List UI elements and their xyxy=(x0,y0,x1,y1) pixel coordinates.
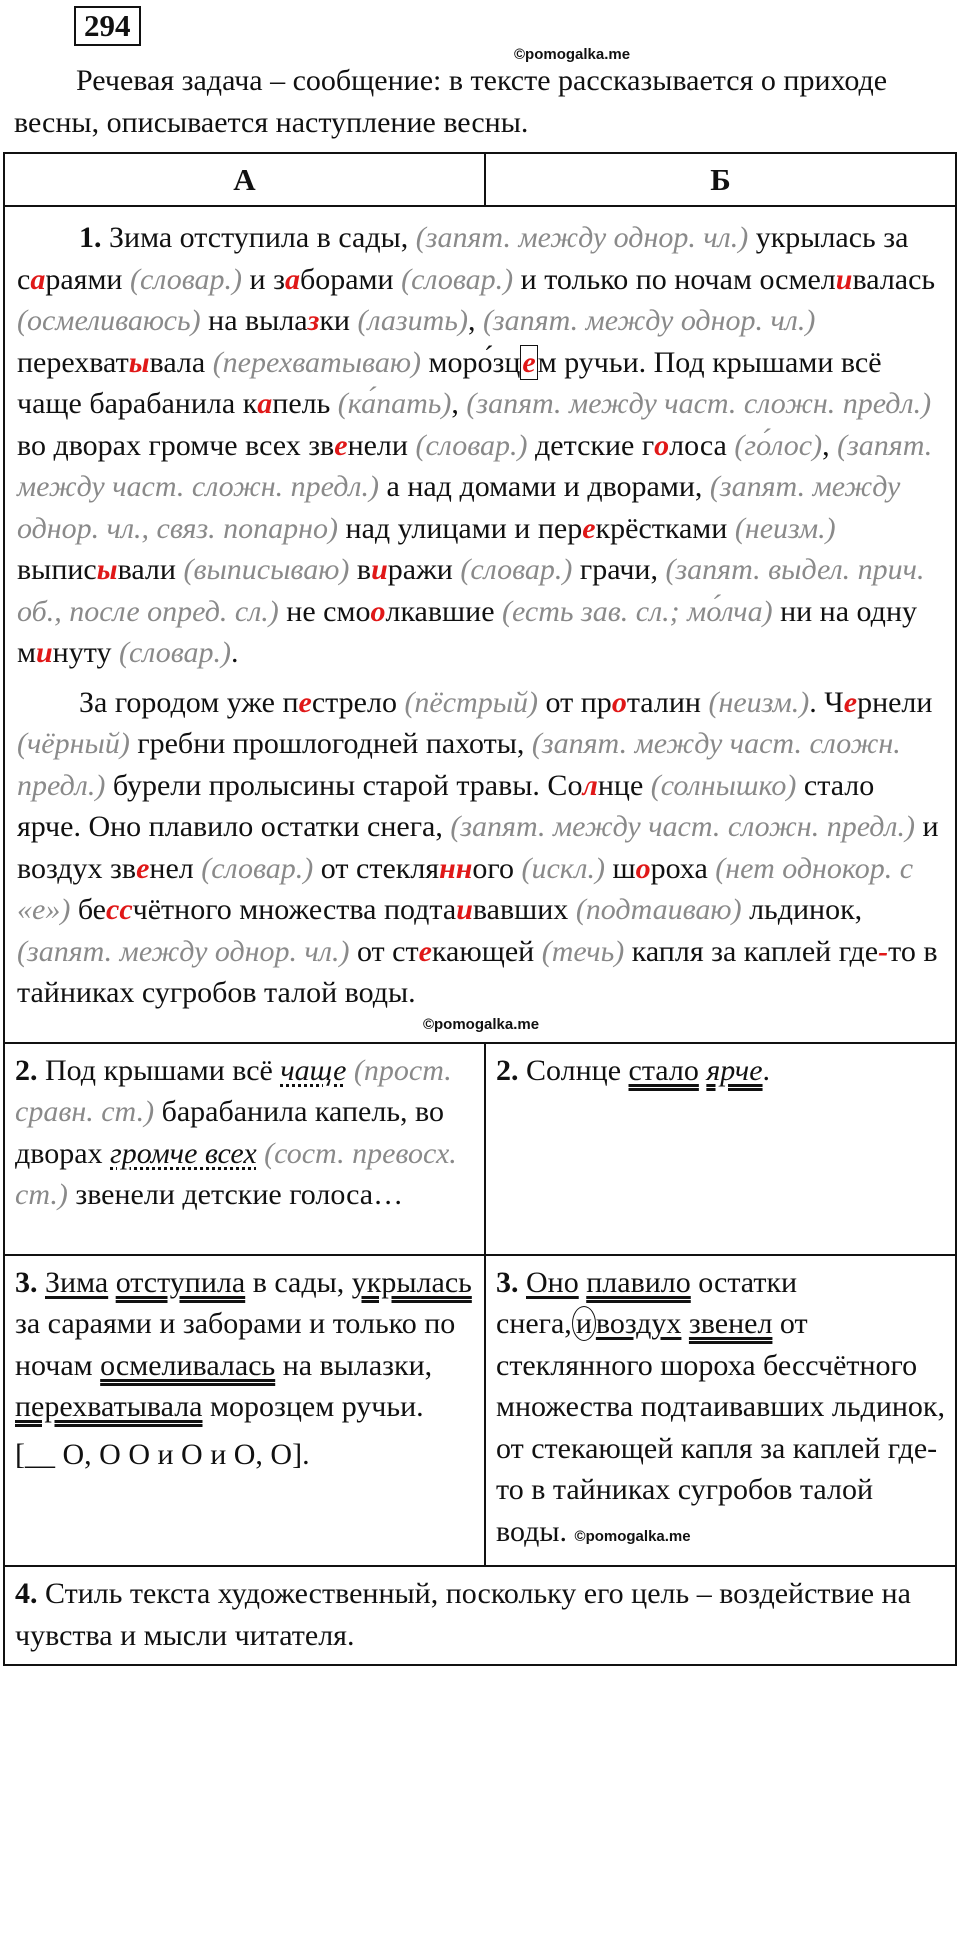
sentence-scheme: [__ О, О О и О и О, О]. xyxy=(15,1437,310,1471)
text-run: вали xyxy=(117,553,184,586)
exercise-table xyxy=(3,152,957,1666)
text-run: пель xyxy=(272,387,338,420)
text-run: ого xyxy=(472,851,522,885)
grammar-note: (подтаиваю) xyxy=(575,893,742,926)
inserted-letter: е xyxy=(582,511,596,545)
grammar-note: (осмеливаюсь) xyxy=(17,304,201,337)
subject-zima: Зима xyxy=(45,1265,109,1299)
text-run: борами xyxy=(299,262,402,296)
inserted-letter: а xyxy=(284,262,300,296)
text-run: не смо xyxy=(278,594,371,628)
grammar-note: (ка́пать) xyxy=(337,387,452,420)
text-run: вавших xyxy=(472,893,576,926)
grammar-note: (словар.) xyxy=(129,262,243,296)
grammar-note: (искл.) xyxy=(521,851,605,885)
text-run: грачи, xyxy=(572,553,666,586)
inserted-letter: о xyxy=(370,594,386,628)
inserted-letter: нн xyxy=(439,851,473,885)
inserted-letter: е xyxy=(136,851,150,885)
annotated-paragraph-2 xyxy=(17,682,945,1014)
text-run: крёстками xyxy=(595,511,735,545)
task-2b-period: . xyxy=(762,1053,771,1087)
task-3a-text-4: морозцем ручьи. xyxy=(202,1390,424,1423)
predicate-otstupila: отступила xyxy=(115,1265,246,1299)
predicate-zvenel: звенел xyxy=(688,1307,773,1340)
text-run: , xyxy=(822,428,838,462)
task-2a-number: 2. xyxy=(15,1053,38,1087)
text-run: лкавшие xyxy=(385,594,503,628)
inserted-letter: - xyxy=(878,934,889,968)
column-b-header: Б xyxy=(485,153,956,206)
task-4-cell xyxy=(4,1566,956,1665)
grammar-note: (запят. между част. сложн. предл.) xyxy=(466,387,932,420)
subject-vozduh: воздух xyxy=(595,1307,682,1340)
annotated-text-cell xyxy=(4,206,956,1043)
task-1-number: 1. xyxy=(79,221,102,254)
predicate-plavilo: плавило xyxy=(586,1265,691,1299)
compound-superlative-words: громче всех xyxy=(110,1136,257,1170)
text-run: а над домами и дворами, xyxy=(379,470,710,503)
text-run: вала xyxy=(149,345,213,379)
text-run: выпис xyxy=(17,553,97,586)
task-2b-text: Солнце xyxy=(518,1053,629,1087)
task-2a-text-2: барабанила капель, во дворах xyxy=(15,1095,444,1170)
grammar-note: (запят. между част. сложн. предл.) xyxy=(17,727,901,802)
text-run: льдинок, xyxy=(741,893,863,926)
grammar-note: (запят. выдел. прич. об., после опред. сл.) xyxy=(17,553,925,628)
text-run: укрылась за с xyxy=(17,221,909,296)
text-run: За городом уже п xyxy=(79,685,299,719)
grammar-note: (течь) xyxy=(541,934,625,968)
text-run: роха xyxy=(650,851,716,885)
task-2b-number: 2. xyxy=(496,1053,519,1087)
text-run: от пр xyxy=(538,685,612,719)
task-2a-text-3: звенели детские голоса… xyxy=(67,1178,404,1211)
circled-conjunction: и xyxy=(572,1306,596,1341)
text-run: от ст xyxy=(349,934,419,968)
simple-comparative-word: чаще xyxy=(280,1053,347,1087)
grammar-note: (неизм.) xyxy=(734,511,836,545)
watermark-top: ©pomogalka.me xyxy=(514,46,631,63)
inserted-letter: сс xyxy=(106,893,133,926)
grammar-note: (неизм.) xyxy=(708,685,810,719)
grammar-note: (есть зав. сл.; мо́лча) xyxy=(502,594,773,628)
boxed-ending: е xyxy=(522,345,536,379)
grammar-note: (словар.) xyxy=(460,553,573,586)
text-run: на выла xyxy=(200,304,308,337)
task-3b-text-2: от стеклянного шороха бессчётного множества подтаивавших льдинок, от стекающей капля за каплей где-то в тайниках сугробов талой воды. xyxy=(496,1307,946,1548)
text-run: , xyxy=(451,387,467,420)
text-run: рнели xyxy=(857,685,933,719)
predicate-ukrylas: укрылась xyxy=(351,1265,472,1299)
text-run: стало ярче. Оно плавило остатки снега, xyxy=(17,768,875,843)
text-run: в xyxy=(349,553,372,586)
inserted-letter: а xyxy=(30,262,46,296)
inserted-letter: и xyxy=(371,553,388,586)
text-run: нуту xyxy=(52,636,119,669)
paragraph-1-runs xyxy=(17,221,935,669)
text-run: стрело xyxy=(311,685,405,719)
text-run: то в тайниках сугробов талой воды. xyxy=(17,934,938,1009)
inserted-letter: а xyxy=(257,387,273,420)
text-run: раями xyxy=(45,262,130,296)
inserted-letter: е xyxy=(298,685,312,719)
grammar-note: (словар.) xyxy=(401,262,514,296)
inserted-letter: и xyxy=(35,636,53,669)
text-run: лоса xyxy=(669,428,735,462)
subject-ono: Оно xyxy=(526,1265,579,1299)
grammar-note: (словар.) xyxy=(415,428,528,462)
text-run: . xyxy=(231,636,239,669)
grammar-note: (нет однокор. с «е») xyxy=(17,851,914,926)
text-run: талин xyxy=(626,685,709,719)
annotated-paragraph-1 xyxy=(17,217,945,674)
intro-text: Речевая задача – сообщение: в тексте рассказывается о приходе весны, описывается наступление весны. xyxy=(14,64,888,139)
inserted-letter: е xyxy=(843,685,858,719)
task-3a-text-2: за сараями и заборами и только по ночам xyxy=(15,1307,456,1382)
text-run: бурели пролысины старой травы. Со xyxy=(105,768,583,802)
exercise-number: 294 xyxy=(74,6,141,46)
text-run: ражи xyxy=(387,553,461,586)
task-2a-text: Под крышами всё xyxy=(37,1053,281,1087)
text-run: ки xyxy=(319,304,358,337)
task-3a-text-1: в сады, xyxy=(245,1265,352,1299)
text-run: и только по ночам осмел xyxy=(513,262,836,296)
inserted-letter: е xyxy=(418,934,432,968)
task-3-cell-b xyxy=(485,1255,956,1567)
text-run: ш xyxy=(605,851,636,885)
text-run: . Ч xyxy=(809,685,844,719)
header-row xyxy=(4,153,956,206)
task-3b-number: 3. xyxy=(496,1265,519,1299)
text-run: Зима отступила в сады, xyxy=(101,221,416,254)
watermark-bottom: ©pomogalka.me xyxy=(574,1527,691,1545)
column-a-header: А xyxy=(4,153,485,206)
text-run: перехват xyxy=(17,345,129,379)
inserted-letter: и xyxy=(835,262,853,296)
parsing-row xyxy=(4,1255,956,1567)
inserted-letter: о xyxy=(654,428,670,462)
text-run: от стекля xyxy=(313,851,440,885)
grammar-note: (запят. между однор. чл., связ. попарно) xyxy=(17,470,901,545)
text-run: ни на одну м xyxy=(17,594,917,669)
style-row xyxy=(4,1566,956,1665)
task-4-number: 4. xyxy=(15,1577,38,1610)
task-3a-number: 3. xyxy=(15,1265,38,1299)
grammar-note: (запят. между част. сложн. предл.) xyxy=(450,810,916,843)
grammar-note: (запят. между однор. чл.) xyxy=(415,221,749,254)
comparison-row xyxy=(4,1043,956,1255)
style-conclusion: Стиль текста художественный, поскольку его цель – воздействие на чувства и мысли читателя. xyxy=(15,1577,911,1652)
inserted-letter: з xyxy=(307,304,320,337)
text-run: нел xyxy=(149,851,202,885)
grammar-note: (запят. между однор. чл.) xyxy=(482,304,816,337)
grammar-note: (го́лос) xyxy=(734,428,823,462)
simple-comparative-note: (прост. сравн. ст.) xyxy=(15,1053,452,1128)
predicate-yarche: ярче xyxy=(706,1053,763,1087)
text-run: во дворах громче всех зв xyxy=(17,428,335,462)
grammar-note: (чёрный) xyxy=(17,727,130,760)
text-run: , xyxy=(467,304,483,337)
text-row xyxy=(4,206,956,1043)
inserted-letter: ы xyxy=(128,345,150,379)
grammar-note: (перехватываю) xyxy=(212,345,421,379)
inserted-letter: о xyxy=(611,685,627,719)
predicate-perehvatyvala: перехватывала xyxy=(15,1390,203,1423)
text-run: капля за каплей где xyxy=(624,934,879,968)
task-2-cell-b xyxy=(485,1043,956,1255)
grammar-note: (солнышко) xyxy=(650,768,797,802)
inserted-letter: о xyxy=(635,851,651,885)
inserted-letter: л xyxy=(582,768,598,802)
grammar-note: (запят. между однор. чл.) xyxy=(17,934,350,968)
predicate-osmelivalas: осмеливалась xyxy=(100,1348,276,1382)
inserted-letter: и xyxy=(456,893,473,926)
grammar-note: (словар.) xyxy=(201,851,314,885)
text-run: и з xyxy=(242,262,285,296)
task-3b-text-1: остатки снега, xyxy=(496,1265,798,1340)
text-run: нце xyxy=(597,768,651,802)
text-run: детские г xyxy=(527,428,655,462)
inserted-letter: е xyxy=(334,428,348,462)
watermark-middle: ©pomogalka.me xyxy=(422,1015,540,1033)
inserted-letter: ы xyxy=(96,553,118,586)
compound-superlative-note: (сост. превосх. ст.) xyxy=(15,1136,457,1211)
text-run: бе xyxy=(70,893,106,926)
text-run: чётного множества подта xyxy=(132,893,457,926)
grammar-note: (пёстрый) xyxy=(404,685,539,719)
task-3a-text-3: на вылазки, xyxy=(275,1348,433,1382)
text-run: кающей xyxy=(431,934,542,968)
task-2-cell-a xyxy=(4,1043,485,1255)
predicate-stalo: стало xyxy=(628,1053,699,1087)
task-3-cell-a xyxy=(4,1255,485,1567)
text-run: над улицами и пер xyxy=(338,511,583,545)
text-run: м ручьи. Под крышами всё чаще барабанила к xyxy=(17,345,882,420)
text-run: гребни прошлогодней пахоты, xyxy=(129,727,532,760)
grammar-note: (лазить) xyxy=(357,304,468,337)
grammar-note: (запят. между част. сложн. предл.) xyxy=(17,428,933,503)
grammar-note: (словар.) xyxy=(118,636,232,669)
text-run: валась xyxy=(852,262,936,296)
text-run: нели xyxy=(347,428,416,462)
text-run: и воздух зв xyxy=(17,810,939,885)
text-run: моро́зц xyxy=(421,345,521,379)
grammar-note: (выписываю) xyxy=(183,553,350,586)
